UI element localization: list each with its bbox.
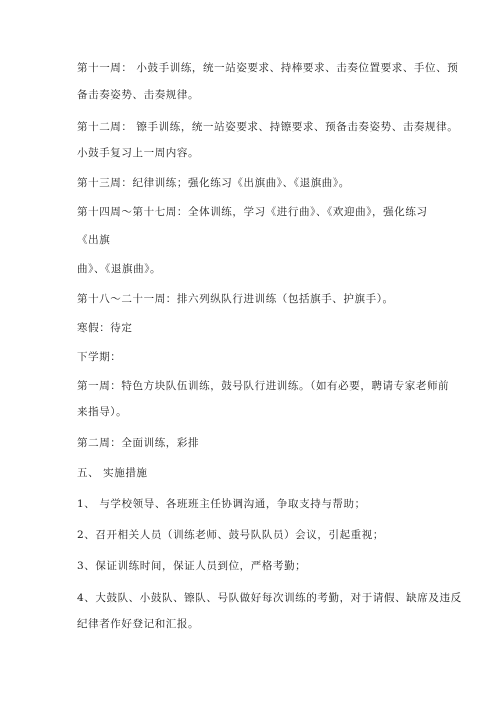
text-line-week11-b: 备击奏姿势、击奏规律。 bbox=[77, 89, 200, 101]
text-line-measure-3: 3、保证训练时间，保证人员到位，严格考勤； bbox=[77, 560, 307, 572]
text-line-measure-4-a: 4、大鼓队、小鼓队、镲队、号队做好每次训练的考勤，对于请假、缺席及违反 bbox=[77, 592, 462, 604]
text-line-week1-a: 第一周：特色方块队伍训练，鼓号队行进训练。（如有必要，聘请专家老师前 bbox=[77, 380, 450, 392]
text-line-week1-b: 来指导）。 bbox=[77, 406, 128, 418]
text-line-next-term: 下学期： bbox=[77, 351, 122, 363]
text-line-measure-2: 2、召开相关人员（训练老师、鼓号队队员）会议，引起重视； bbox=[77, 529, 384, 541]
text-line-week12-a: 第十二周： 镲手训练，统一站姿要求、持镲要求、预备击奏姿势、击奏规律。 bbox=[77, 121, 459, 133]
section-heading-measures: 五、 实施措施 bbox=[77, 467, 148, 479]
text-line-week18-21: 第十八～二十一周：排六列纵队行进训练（包括旗手、护旗手）。 bbox=[77, 293, 394, 305]
text-line-winter-break: 寒假：待定 bbox=[77, 322, 133, 334]
text-line-week2: 第二周：全面训练，彩排 bbox=[77, 437, 200, 449]
text-line-week14-17-c: 曲》、《退旗曲》。 bbox=[77, 263, 162, 275]
text-line-week14-17-a: 第十四周～第十七周：全体训练，学习《进行曲》、《欢迎曲》，强化练习 bbox=[77, 206, 428, 218]
text-line-week12-b: 小鼓手复习上一周内容。 bbox=[77, 147, 200, 159]
text-line-week11-a: 第十一周： 小鼓手训练，统一站姿要求、持棒要求、击奏位置要求、手位、预 bbox=[77, 62, 459, 74]
text-line-measure-1: 1、 与学校领导、各班班主任协调沟通，争取支持与帮助； bbox=[77, 498, 366, 510]
text-line-week13: 第十三周：纪律训练；强化练习《出旗曲》、《退旗曲》。 bbox=[77, 177, 350, 189]
text-line-week14-17-b: 《出旗 bbox=[77, 234, 111, 246]
text-line-measure-4-b: 纪律者作好登记和汇报。 bbox=[77, 618, 200, 630]
